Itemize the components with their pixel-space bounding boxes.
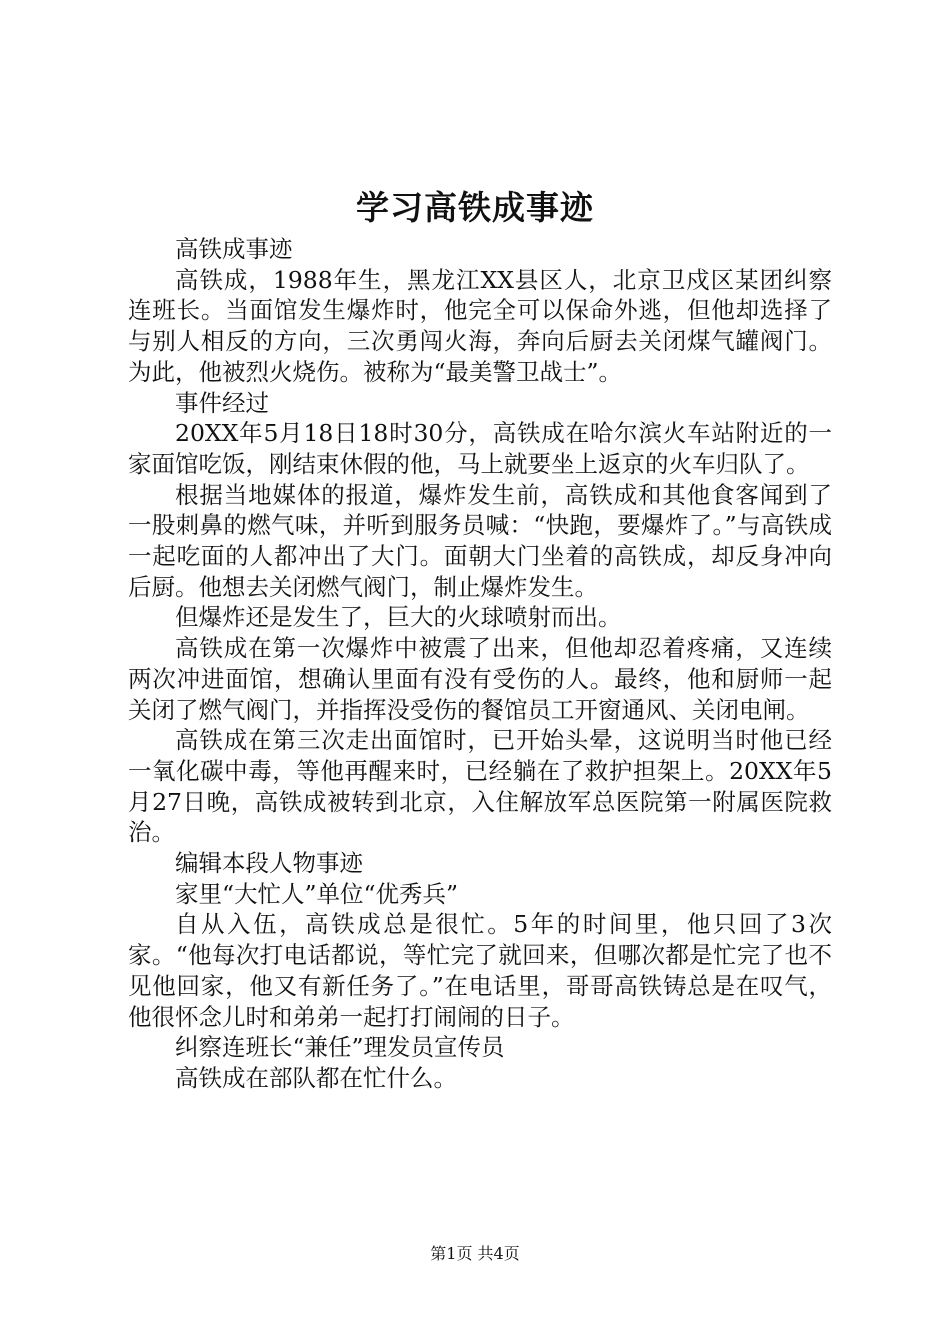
paragraph-event-report: 根据当地媒体的报道，爆炸发生前，高铁成和其他食客闻到了一股刺鼻的燃气味，并听到服务员喊：“快跑，要爆炸了。”与高铁成一起吃面的人都冲出了大门。面朝大门坐着的高铁成，却反身冲向后厨。他想去关闭燃气阀门，制止爆炸发生。 — [128, 480, 832, 601]
document-body — [128, 234, 832, 1094]
paragraph-hospital: 高铁成在第三次走出面馆时，已开始头晕，这说明当时他已经一氧化碳中毒，等他再醒来时，已经躺在了救护担架上。20XX年5月27日晚，高铁成被转到北京，入住解放军总医院第一附属医院救治。 — [128, 726, 832, 847]
document-title: 学习高铁成事迹 — [356, 188, 594, 227]
subheading-squad-leader: 纠察连班长“兼任”理发员宣传员 — [175, 1033, 505, 1062]
paragraph-army-busy: 高铁成在部队都在忙什么。 — [175, 1063, 457, 1092]
paragraph-intro: 高铁成，1988年生，黑龙江XX县区人，北京卫戍区某团纠察连班长。当面馆发生爆炸时，他完全可以保命外逃，但他却选择了与别人相反的方向，三次勇闯火海，奔向后厨去关闭煤气罐阀门。为此，他被烈火烧伤。被称为“最美警卫战士”。 — [128, 265, 832, 386]
subheading-busy-soldier: 家里“大忙人”单位“优秀兵” — [175, 879, 459, 908]
section-heading-deeds: 编辑本段人物事迹 — [175, 849, 363, 878]
paragraph-family: 自从入伍，高铁成总是很忙。5年的时间里，他只回了3次家。“他每次打电话都说，等忙完了就回来，但哪次都是忙完了也不见他回家，他又有新任务了。”在电话里，哥哥高铁铸总是在叹气，他很怀念儿时和弟弟一起打打闹闹的日子。 — [128, 910, 832, 1031]
paragraph-explosion: 但爆炸还是发生了，巨大的火球喷射而出。 — [175, 603, 622, 632]
section-heading-events: 事件经过 — [175, 388, 269, 417]
paragraph-rescue: 高铁成在第一次爆炸中被震了出来，但他却忍着疼痛，又连续两次冲进面馆，想确认里面有没有受伤的人。最终，他和厨师一起关闭了燃气阀门，并指挥没受伤的餐馆员工开窗通风、关闭电闸。 — [128, 634, 832, 724]
paragraph-event-time: 20XX年5月18日18时30分，高铁成在哈尔滨火车站附近的一家面馆吃饭，刚结束休假的他，马上就要坐上返京的火车归队了。 — [128, 419, 832, 478]
page-number-footer: 第1页 共4页 — [430, 1244, 520, 1263]
paragraph-heading: 高铁成事迹 — [175, 235, 293, 263]
